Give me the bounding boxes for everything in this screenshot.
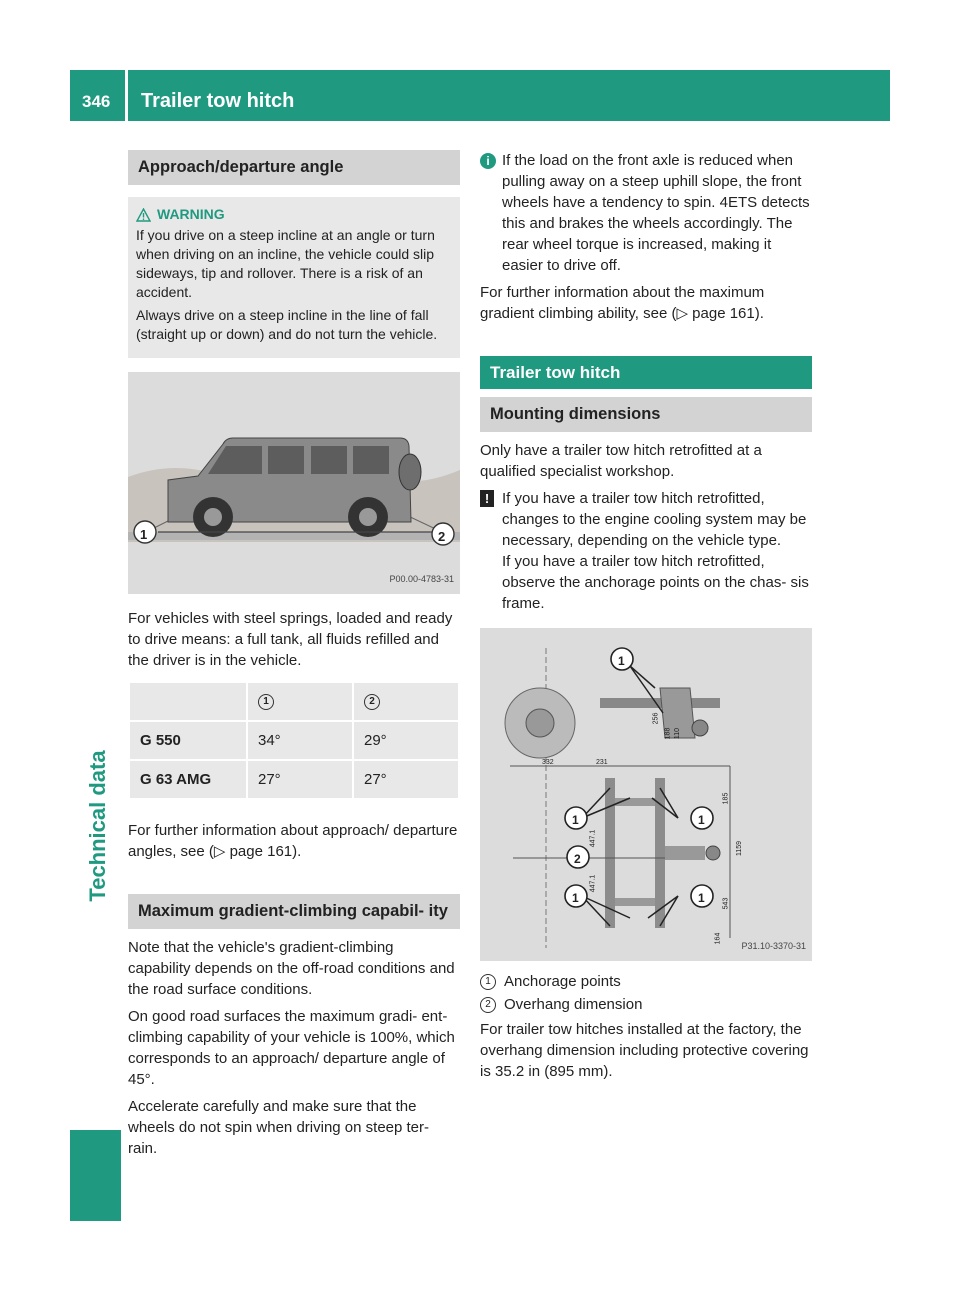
figure2-callout: 1 [698,813,705,827]
right-column [480,150,812,1088]
figure2-callout: 1 [572,813,579,827]
dimension-label: 332 [542,759,554,766]
steel-springs-text: For vehicles with steel springs, loaded and ready to drive means: a full tank, all fluids refilled and the driver is in the vehicle. [128,610,453,669]
approach-reference-link[interactable]: For further information about approach/ departure angles, see (▷ page 161). [128,822,458,860]
info-note [480,150,812,276]
section-heading-approach: Approach/departure angle [128,150,460,185]
caution-text-1: If you have a trailer tow hitch retrofitted, changes to the engine cooling system may be necessary, depending on the vehicle type. [502,490,807,549]
legend-number: 1 [480,974,496,990]
figure1-callout-1: 1 [140,527,148,542]
caution-note [480,488,812,614]
dimension-label: 447.1 [589,829,597,848]
table-header-col-1: 1 [247,682,353,721]
section-heading-trailer: Trailer tow hitch [480,356,812,389]
vehicle-angle-figure [128,372,460,594]
dimension-label: 1159 [736,840,744,857]
angle-table [128,681,460,800]
dimension-label: 447.1 [589,874,597,893]
gradient-text-2: On good road surfaces the maximum gradi- ent-climbing capability of your vehicle is 100%, which corresponds to an approach/ departure angle of 45°. [128,1008,455,1088]
gradient-text-1: Note that the vehicle's gradient-climbing capability depends on the off-road conditions and the road surface conditions. [128,939,455,998]
dimension-label: 256 [652,712,660,725]
legend-text: Anchorage points [504,973,621,990]
dimension-label: 231 [596,759,608,766]
dimension-label: 188 [664,727,672,740]
table-header-empty [129,682,247,721]
legend-number: 2 [480,997,496,1013]
tow-hitch-dimension-figure [480,628,812,961]
legend-item [480,994,812,1015]
dimension-label: 110 [674,727,682,740]
warning-label: WARNING [157,206,225,222]
gradient-text-3: Accelerate carefully and make sure that the wheels do not spin when driving on steep ter- rain. [128,1098,430,1157]
warning-box [128,197,460,358]
overhang-text: For trailer tow hitches installed at the factory, the overhang dimension including protective covering is 35.2 in (895 mm). [480,1021,809,1080]
left-column [128,150,460,1165]
figure-legend [480,971,812,1015]
table-cell-angle-2: 29° [353,721,459,760]
warning-text-2: Always drive on a steep incline in the line of fall (straight up or down) and do not turn the vehicle. [136,307,438,342]
figure2-callout: 1 [618,654,625,668]
table-row [129,760,459,799]
info-note-text: If the load on the front axle is reduced when pulling away on a steep uphill slope, the front wheels have a tendency to spin. 4ETS detects this and brakes the wheels accordingly. The rear wheel torque is increased, making it easier to drive off. [502,152,810,274]
retrofit-text: Only have a trailer tow hitch retrofitted at a qualified specialist workshop. [480,442,762,480]
warning-triangle-icon [136,208,151,222]
page-header [70,70,890,121]
side-tab-label: Technical data [85,750,110,902]
warning-header [136,205,452,224]
legend-item [480,971,812,992]
warning-text-1: If you drive on a steep incline at an angle or turn when driving on an incline, the vehicle could slip sideways, tip and rollover. There is a risk of an accident. [136,227,435,300]
table-header-row [129,682,459,721]
table-cell-angle-2: 27° [353,760,459,799]
table-cell-model: G 63 AMG [129,760,247,799]
page-number: 346 [82,92,111,111]
legend-text: Overhang dimension [504,996,643,1013]
dimension-label: 185 [722,792,730,805]
table-cell-angle-1: 34° [247,721,353,760]
tow-hitch-diagram [480,628,812,961]
exclamation-icon: ! [480,490,494,507]
table-header-col-2: 2 [353,682,459,721]
gradient-reference-link[interactable]: For further information about the maximum gradient climbing ability, see (▷ page 161). [480,284,765,322]
side-tab-label-wrap [78,726,118,926]
side-tab-marker [70,1130,121,1221]
header-divider [125,70,128,121]
vehicle-illustration [128,372,460,594]
page-title: Trailer tow hitch [141,90,295,112]
figure2-callout: 1 [572,891,579,905]
table-cell-model: G 550 [129,721,247,760]
side-tab [70,121,121,1221]
dimension-label: 543 [722,897,730,910]
figure1-code: P00.00-4783-31 [389,574,454,584]
caution-text-2: If you have a trailer tow hitch retrofitted, observe the anchorage points on the chas- sis frame. [502,553,809,612]
figure1-callout-2: 2 [438,529,446,544]
figure2-code: P31.10-3370-31 [741,941,806,951]
info-icon: i [480,153,496,169]
figure2-callout: 2 [574,852,581,866]
table-cell-angle-1: 27° [247,760,353,799]
figure2-callout: 1 [698,891,705,905]
table-row [129,721,459,760]
dimension-label: 164 [714,932,722,945]
subsection-heading-mounting: Mounting dimensions [480,397,812,432]
section-heading-gradient: Maximum gradient-climbing capabil- ity [128,894,460,929]
